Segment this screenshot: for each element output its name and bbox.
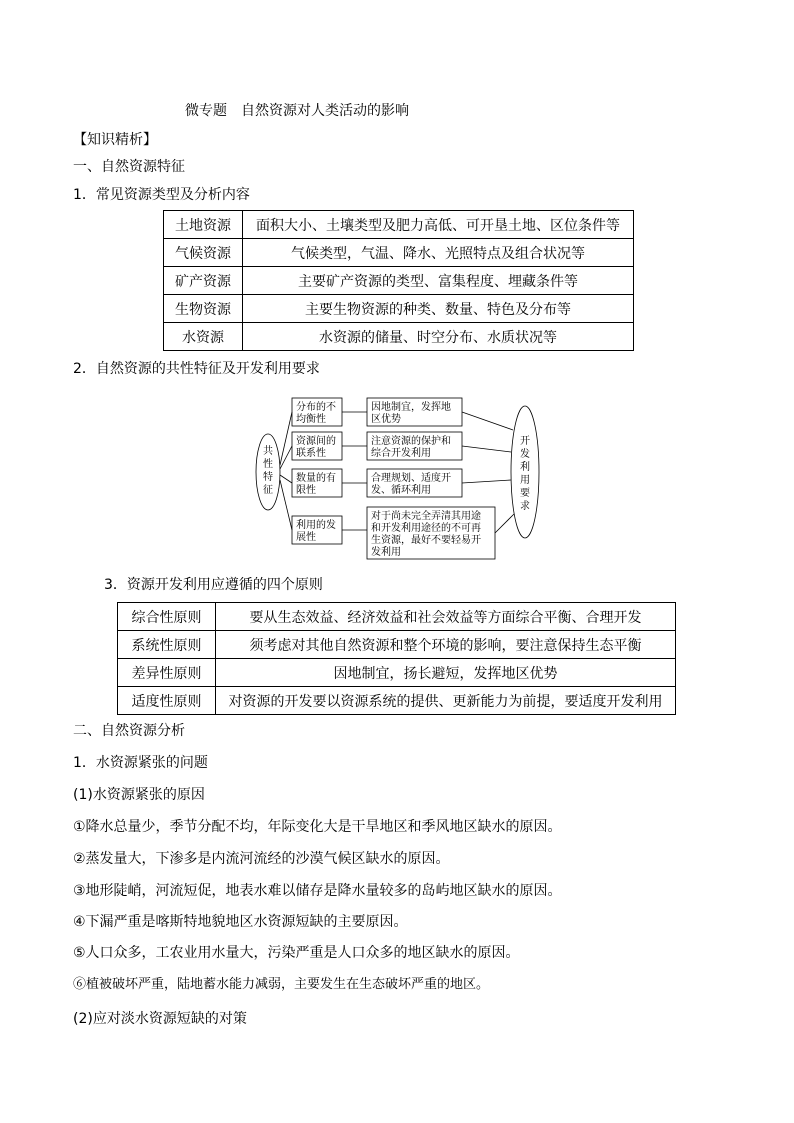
common-features-heading: 2．自然资源的共性特征及开发利用要求 <box>73 361 320 377</box>
resource-content-cell: 面积大小、土壤类型及肥力高低、可开垦土地、区位条件等 <box>243 211 634 239</box>
table-row <box>118 687 676 715</box>
principle-name-cell: 综合性原则 <box>118 603 216 631</box>
part1-heading: 一、自然资源特征 <box>73 159 185 175</box>
table-row <box>118 631 676 659</box>
principle-name-cell: 适度性原则 <box>118 687 216 715</box>
center-label-char: 性 <box>263 459 273 470</box>
table-row <box>164 239 634 267</box>
resource-types-heading: 1．常见资源类型及分析内容 <box>73 187 250 203</box>
requirement-label: 注意资源的保护和 <box>371 436 451 447</box>
resource-content-cell: 主要矿产资源的类型、富集程度、埋藏条件等 <box>243 267 634 295</box>
right-label-char: 发 <box>520 449 530 460</box>
reason-item: ④下漏严重是喀斯特地貌地区水资源短缺的主要原因。 <box>73 914 408 930</box>
principle-name-cell: 系统性原则 <box>118 631 216 659</box>
principle-name-cell: 差异性原则 <box>118 659 216 687</box>
feature-label: 均衡性 <box>296 414 326 425</box>
reason-item: ⑤人口众多，工农业用水量大，污染严重是人口众多的地区缺水的原因。 <box>73 945 520 961</box>
feature-label: 数量的有 <box>296 473 336 484</box>
feature-label: 利用的发 <box>296 520 336 531</box>
center-label-char: 特 <box>263 472 273 483</box>
requirement-label: 和开发利用途径的不可再 <box>371 523 481 534</box>
resource-type-cell: 水资源 <box>164 323 243 351</box>
table-row <box>118 659 676 687</box>
requirement-label: 因地制宜，发挥地 <box>371 402 451 413</box>
resource-type-cell: 土地资源 <box>164 211 243 239</box>
resource-type-cell: 矿产资源 <box>164 267 243 295</box>
principle-content-cell: 要从生态效益、经济效益和社会效益等方面综合平衡、合理开发 <box>216 603 676 631</box>
section-knowledge-heading: 【知识精析】 <box>73 132 157 148</box>
principles-table <box>117 602 676 715</box>
feature-label: 联系性 <box>296 448 326 459</box>
reason-item: ①降水总量少，季节分配不均，年际变化大是干旱地区和季风地区缺水的原因。 <box>73 819 562 835</box>
right-label-char: 开 <box>520 436 530 447</box>
resource-type-cell: 气候资源 <box>164 239 243 267</box>
feature-label: 展性 <box>296 532 316 543</box>
requirement-label: 发、循环利用 <box>371 485 431 496</box>
feature-label: 资源间的 <box>296 436 336 447</box>
resource-content-cell: 气候类型，气温、降水、光照特点及组合状况等 <box>243 239 634 267</box>
page-title: 微专题 自然资源对人类活动的影响 <box>185 103 409 119</box>
right-label-char: 要 <box>520 488 530 499</box>
feature-label: 限性 <box>296 485 316 496</box>
right-label-char: 求 <box>520 501 530 512</box>
requirement-label: 合理规划、适度开 <box>371 473 451 484</box>
principle-content-cell: 对资源的开发要以资源系统的提供、更新能力为前提，要适度开发利用 <box>216 687 676 715</box>
requirement-label: 对于尚未完全弄清其用途 <box>371 511 481 522</box>
center-label-char: 共 <box>263 446 273 457</box>
water-reasons-subheading: (1)水资源紧张的原因 <box>73 787 205 803</box>
table-row <box>164 295 634 323</box>
right-label-char: 用 <box>520 475 530 486</box>
resource-content-cell: 水资源的储量、时空分布、水质状况等 <box>243 323 634 351</box>
table-row <box>164 211 634 239</box>
requirement-label: 生资源，最好不要轻易开 <box>371 535 481 546</box>
requirement-label: 区优势 <box>371 414 401 425</box>
principle-content-cell: 因地制宜，扬长避短，发挥地区优势 <box>216 659 676 687</box>
requirement-label: 发利用 <box>371 547 401 558</box>
feature-label: 分布的不 <box>296 402 336 413</box>
water-countermeasures-subheading: (2)应对淡水资源短缺的对策 <box>73 1011 247 1027</box>
resource-features-diagram <box>250 390 550 570</box>
reason-item: ⑥植被破坏严重，陆地蓄水能力减弱，主要发生在生态破坏严重的地区。 <box>73 977 490 992</box>
table-row <box>164 323 634 351</box>
resource-type-cell: 生物资源 <box>164 295 243 323</box>
part2-heading: 二、自然资源分析 <box>73 723 185 739</box>
principles-heading: 3．资源开发利用应遵循的四个原则 <box>104 577 323 593</box>
table-row <box>164 267 634 295</box>
resource-content-cell: 主要生物资源的种类、数量、特色及分布等 <box>243 295 634 323</box>
table-row <box>118 603 676 631</box>
right-label-char: 利 <box>520 462 530 473</box>
principle-content-cell: 须考虑对其他自然资源和整个环境的影响，要注意保持生态平衡 <box>216 631 676 659</box>
reason-item: ③地形陡峭，河流短促，地表水难以储存是降水量较多的岛屿地区缺水的原因。 <box>73 883 562 899</box>
reason-item: ②蒸发量大，下渗多是内流河流经的沙漠气候区缺水的原因。 <box>73 851 450 867</box>
water-heading: 1．水资源紧张的问题 <box>73 755 208 771</box>
resource-types-table <box>163 210 634 351</box>
center-label-char: 征 <box>263 485 273 496</box>
requirement-label: 综合开发利用 <box>371 448 431 459</box>
